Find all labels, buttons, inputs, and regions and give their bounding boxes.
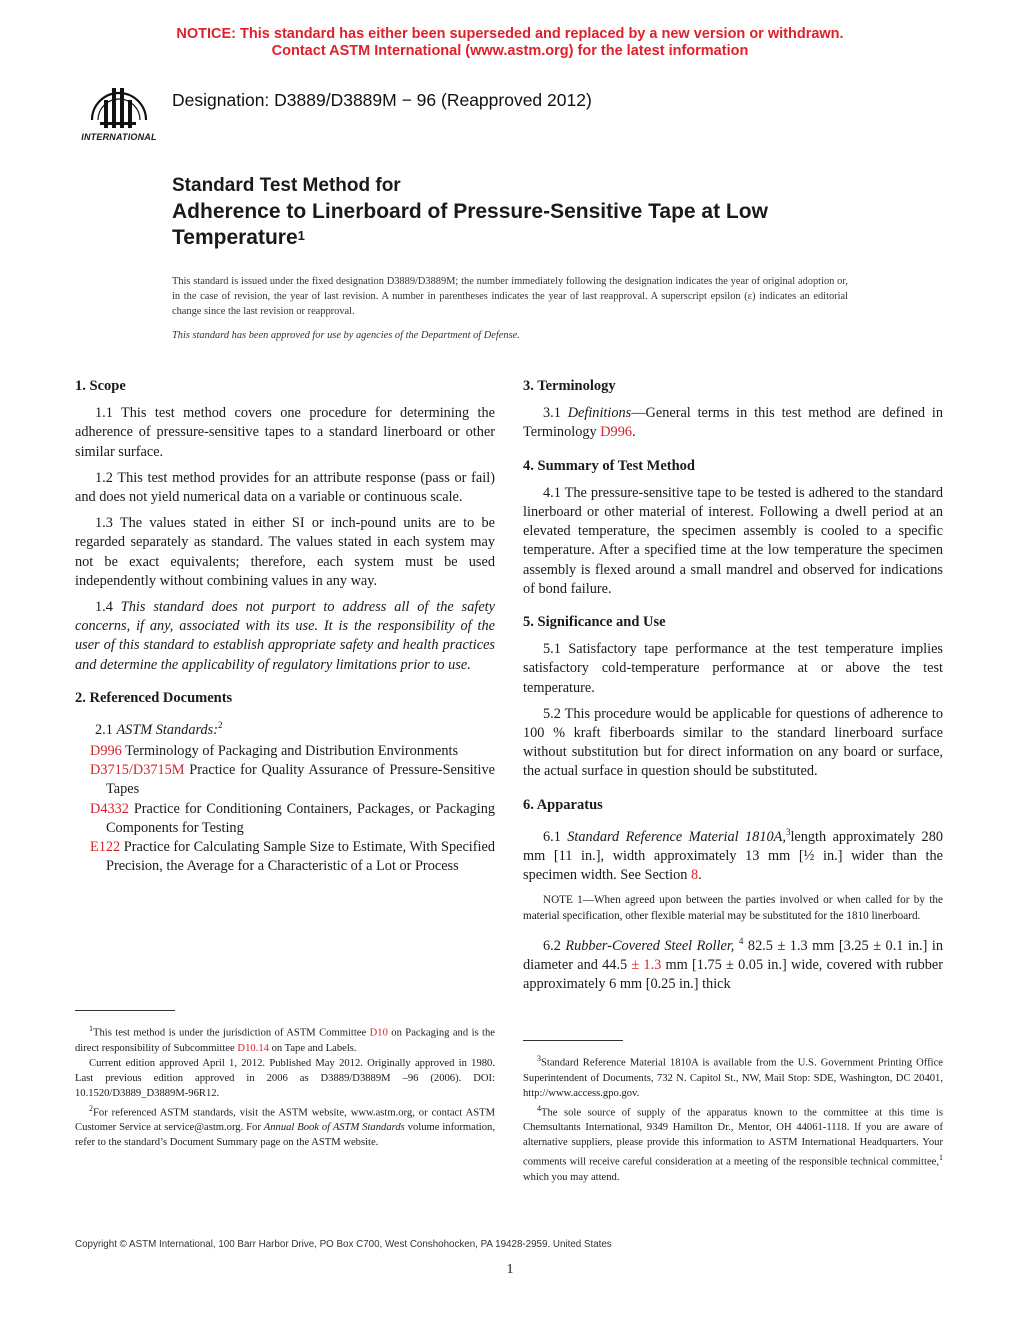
ref-code[interactable]: D4332 [90, 800, 129, 817]
section-6-heading: 6. Apparatus [523, 796, 603, 813]
astm-logo-icon [74, 72, 164, 144]
document-title [172, 199, 872, 251]
fn2-text-b: volume information, refer to the standard’s Document Summary page on the ASTM website. [75, 1122, 495, 1149]
title-text: Adherence to Linerboard of Pressure-Sensitive Tape at Low Temperature [172, 200, 768, 249]
para-2-1-sup: 2 [218, 720, 223, 731]
ref-code[interactable]: E122 [90, 839, 121, 856]
ref-d4332[interactable] [75, 800, 495, 838]
fn1-text-c: on Tape and Labels. [271, 1042, 357, 1054]
footnote-rule-left [75, 1010, 175, 1011]
para-6-2-sup: 4 [738, 936, 744, 947]
para-3-1-term: Definitions [567, 405, 632, 422]
ref-code[interactable]: D3715/D3715M [90, 762, 185, 779]
para-3-1 [523, 404, 943, 442]
para-6-2-num: 6.2 [543, 938, 561, 954]
para-1-4 [75, 598, 495, 675]
para-4-1: 4.1 The pressure-sensitive tape to be tested is adhered to the standard linerboard or other material of interest. Following a dwell period at an elevated temperature, the specimen assembly is cooled to a specific temperature. After a specified time at the low temperature the specimen assembly is flexed around a small mandrel and observed for indications of bond failure. [523, 484, 943, 597]
para-6-2-term: Rubber-Covered Steel Roller, [565, 938, 735, 954]
para-3-1-end: . [632, 424, 636, 441]
para-3-1-num: 3.1 [543, 405, 561, 422]
dod-approval: This standard has been approved for use by agencies of the Department of Defense. [172, 330, 520, 341]
section-3-heading: 3. Terminology [523, 378, 616, 394]
fn3-text: Standard Reference Material 1810A is available from the U.S. Government Printing Office Superintendent of Documents, 732 N. Capitol St., NW, Mail Stop: SDE, Washington, DC 20401, http://www.access.gpo.gov. [523, 1057, 943, 1099]
footnote-1: $^1$This test method is under the jurisdiction of ASTM Committee D10 on Packaging and is the direct responsibility of Subcommittee D10.14 on Tape and Labels. [75, 1024, 495, 1054]
para-6-2-text-b: mm [1.75 ± 0.05 in.] wide, covered with rubber approximately 6 mm [0.25 in.] thick [523, 957, 944, 993]
para-6-1-end: . [698, 867, 702, 884]
footnote-rule-right [523, 1040, 623, 1041]
footnote-4: $^4$The sole source of supply of the apparatus known to the committee at this time is Chemsultants International, 9349 Hamilton Dr., Mentor, OH 44061-1118. If you are aware of alternative suppliers, please provide this information to ASTM International Headquarters. Your comments will receive careful consideration at a meeting of the responsible technical committee,$^1$ which you may attend. [523, 1103, 943, 1183]
ref-d3715[interactable] [75, 761, 495, 799]
section-5-heading: 5. Significance and Use [523, 614, 666, 631]
section-4-heading: 4. Summary of Test Method [523, 457, 695, 474]
para-2-1-label: ASTM Standards: [116, 721, 218, 738]
ref-d996[interactable] [75, 742, 495, 761]
para-6-2-text-a: 82.5 ± 1.3 mm [3.25 ± 0.1 in.] in diameter and 44.5 [523, 938, 944, 974]
para-2-1 [75, 716, 495, 740]
ref-title: Terminology of Packaging and Distribution Environments [125, 743, 459, 760]
fn1-text-a: This test method is under the jurisdiction of ASTM Committee [93, 1027, 367, 1039]
para-1-4-text: This standard does not purport to address all of the safety concerns, if any, associated with its use. It is the responsibility of the user of this standard to establish appropriate safety and health practices and determine the applicability of regulatory limitations prior to use. [75, 599, 495, 673]
ref-title: Practice for Quality Assurance of Pressure-Sensitive Tapes [106, 762, 495, 798]
fn2-italic: Annual Book of ASTM Standards [263, 1122, 405, 1134]
logo-wordmark: INTERNATIONAL [81, 132, 157, 142]
fn4-text-a: The sole source of supply of the apparatus known to the committee at this time is Chemsultants International, 9349 Hamilton Dr., Mentor, OH 44061-1118. If you are aware of alternative suppliers, please provide this information to ASTM International Headquarters. Your comments will receive careful consideration at a meeting of the responsible technical committee, [523, 1107, 943, 1168]
para-6-2-red: ± 1.3 [631, 957, 662, 974]
ref-title: Practice for Conditioning Containers, Packages, or Packaging Components for Testing [106, 800, 496, 836]
para-6-1-term: Standard Reference Material 1810A, [567, 828, 786, 845]
section-8-link[interactable]: 8 [690, 867, 699, 884]
para-1-4-num: 1.4 [95, 599, 113, 616]
footnote-2: $^2$For referenced ASTM standards, visit the ASTM website, www.astm.org, or contact ASTM Customer Service at service@astm.org. For Annual Book of ASTM Standards volume information, refer to the standard’s Document Summary page on the ASTM website. [75, 1103, 495, 1149]
footnote-3: $^3$Standard Reference Material 1810A is available from the U.S. Government Printing Office Superintendent of Documents, 732 N. Capitol St., NW, Mail Stop: SDE, Washington, DC 20401, http://www.access.gpo.gov. [523, 1054, 943, 1099]
footnotes-left [75, 1021, 495, 1150]
footnote-1-edition: Current edition approved April 1, 2012. Published May 2012. Originally approved in 1980. Last previous edition approved in 2006 as D3889/D3889M –96 (2006). DOI: 10.1520/D3889_D3889M-96R12. [75, 1057, 495, 1099]
left-column [75, 377, 495, 876]
para-6-1 [523, 823, 943, 885]
copyright-footer: Copyright © ASTM International, 100 Barr Harbor Drive, PO Box C700, West Conshohocken, PA 19428-2959. United States [75, 1239, 612, 1250]
fn2-text-a: For referenced ASTM standards, visit the ASTM website, www.astm.org, or contact ASTM Customer Service at service@astm.org. For [75, 1107, 495, 1134]
para-1-2: 1.2 This test method provides for an attribute response (pass or fail) and does not yield numerical data on a variable or continuous scale. [75, 469, 495, 506]
section-2-heading: 2. Referenced Documents [75, 689, 233, 706]
ref-e122[interactable] [75, 838, 495, 876]
preamble: This standard is issued under the fixed designation D3889/D3889M; the number immediately following the designation indicates the year of original adoption or, in the case of revision, the year of last revision. A number in parentheses indicates the year of last reapproval. A superscript epsilon (ε) indicates an editorial change since the last revision or reapproval. [172, 276, 848, 317]
ref-code[interactable]: D996 [90, 743, 122, 760]
ref-title: Practice for Calculating Sample Size to Estimate, With Specified Precision, the Average for a Characteristic of a Lot or Process [106, 839, 495, 875]
withdrawal-notice [0, 26, 1020, 60]
para-2-1-num: 2.1 [95, 721, 113, 738]
para-6-2 [523, 932, 943, 994]
title-prefix: Standard Test Method for [172, 175, 401, 196]
notice-line-2: Contact ASTM International (www.astm.org) for the latest information [271, 43, 749, 59]
fn1-ref-d10[interactable]: D10 [369, 1027, 388, 1039]
para-6-1-text: length approximately 280 mm [11 in.], width approximately 13 mm [½ in.] wider than the specimen width. See Section [523, 828, 943, 884]
para-1-3: 1.3 The values stated in either SI or inch-pound units are to be regarded separately as standard. The values stated in each system may not be exact equivalents; therefore, each system must be used independently without combining values in any way. [75, 515, 495, 589]
note-1: NOTE 1—When agreed upon between the parties involved or when called for by the material specification, other flexible material may be substituted for the 1810 linerboard. [523, 894, 943, 923]
fn1-ref-d1014[interactable]: D10.14 [237, 1042, 269, 1054]
ref-link-d996[interactable]: D996 [600, 424, 633, 441]
fn1-text-b: on Packaging and is the direct responsibility of Subcommittee [75, 1027, 495, 1054]
para-6-1-sup: 3 [785, 826, 791, 837]
footnotes-right [523, 1051, 943, 1185]
notice-line-1: NOTICE: This standard has either been superseded and replaced by a new version or withdrawn. [176, 26, 844, 42]
right-column [523, 377, 943, 1002]
fn4-text-b: which you may attend. [523, 1171, 620, 1183]
title-footnote-mark: 1 [297, 228, 305, 243]
para-5-1: 5.1 Satisfactory tape performance at the test temperature implies satisfactory cold-temperature performance at or above the test temperature. [523, 641, 943, 696]
para-5-2: 5.2 This procedure would be applicable for questions of adherence to 100 % kraft fiberboards similar to the standard linerboard surface without substitution but for direct information on any board or surface, the actual surface in question should be substituted. [523, 705, 943, 780]
para-6-1-num: 6.1 [543, 828, 561, 845]
section-1-heading: 1. Scope [75, 378, 126, 394]
para-1-1: 1.1 This test method covers one procedure for determining the adherence of pressure-sensitive tapes to a standard linerboard or other similar surface. [75, 405, 495, 460]
para-3-1-text: —General terms in this test method are defined in Terminology [523, 405, 943, 441]
page-number: 1 [506, 1262, 514, 1277]
designation: Designation: D3889/D3889M − 96 (Reapproved 2012) [172, 90, 592, 110]
